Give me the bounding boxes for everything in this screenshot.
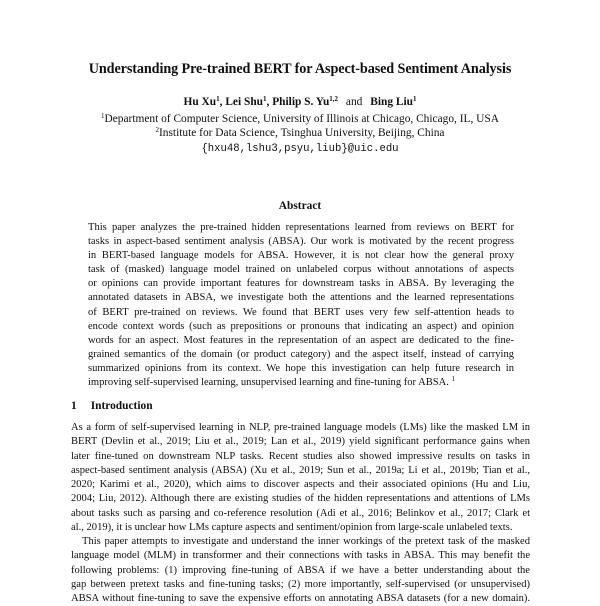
affiliation-mark: 1 — [101, 112, 105, 120]
affiliation — [0, 113, 600, 125]
author-name: Lei Shu — [225, 96, 263, 108]
abstract-line: or opinions can provide important features for downstream tasks in ABSA. By leveraging the — [88, 278, 514, 290]
abstract-line: words for an aspect. Most features in the representation of an aspect are dedicated to the fine- — [88, 334, 514, 346]
intro-line: 2004; Liu, 2012). Although there are existing studies of the hidden representations and attentions of LMs — [71, 493, 530, 505]
email — [0, 142, 600, 155]
author-name: Philip S. Yu — [272, 96, 330, 108]
abstract-line: grained semantics of the domain (or product category) and the aspect itself, instead of carrying — [88, 348, 514, 360]
intro-line: gap between pretext tasks and fine-tuning tasks; (2) more importantly, self-supervised (or unsupervised) — [71, 578, 530, 590]
abstract-body — [88, 221, 514, 390]
section-number: 1 — [71, 400, 77, 412]
intro-line: about tasks such as parsing and co-reference resolution (Adi et al., 2016; Belinkov et al., 2017; Clark et — [71, 507, 530, 519]
author-and: and — [345, 96, 363, 108]
author-name: Bing Liu — [370, 96, 413, 108]
author-list: Hu Xu$^1$, Lei Shu$^1$, Philip S. Yu$^{1,2}$ and Bing Liu$^1$ — [183, 95, 417, 108]
abstract-line: tasks in aspect-based sentiment analysis (ABSA). Our work is motivated by the recent progress — [88, 236, 514, 248]
author-mark: 1 — [263, 95, 267, 103]
author-mark: 1 — [216, 95, 220, 103]
affiliation — [0, 127, 600, 139]
abstract-heading: Abstract — [278, 200, 322, 212]
intro-line: following problems: (1) improving fine-tuning of ABSA if we have a better understanding about the — [71, 564, 530, 576]
intro-line: 2020; Karimi et al., 2020), which aims to discover aspects and their associated opinions (Hu and Liu, — [71, 479, 530, 490]
intro-line: This paper attempts to investigate and understand the inner workings of the pretext task of the masked — [82, 536, 530, 547]
abstract-line: improving self-supervised learning, unsupervised learning and fine-tuning for ABSA. — [88, 377, 449, 389]
author-mark: 1,2 — [329, 95, 339, 103]
abstract-line: of BERT pre-trained on reviews. We found that BERT uses very few self-attention heads to — [88, 306, 514, 318]
intro-line: As a form of self-supervised learning in NLP, pre-trained language models (LMs) like the masked LM in — [71, 422, 530, 433]
affiliation-text: Department of Computer Science, University of Illinois at Chicago, Chicago, IL, USA — [104, 113, 499, 125]
section-heading — [71, 400, 153, 412]
abstract-line: annotated datasets in ABSA, we investigate both the attentions and the learned representations — [88, 292, 514, 304]
paper-title: Understanding Pre-trained BERT for Aspect-based Sentiment Analysis — [88, 61, 512, 77]
author-name: Hu Xu — [183, 96, 217, 108]
intro-line: ABSA without fine-tuning to save the expensive efforts on annotating ABSA datasets (for a new domain). — [71, 593, 530, 604]
footnote-mark: 1 — [451, 375, 456, 384]
abstract-line: in BERT-based language models for ABSA. However, it is not clear how the general proxy — [88, 250, 514, 262]
abstract-line-final — [88, 376, 514, 390]
section-title: Introduction — [90, 400, 153, 412]
affiliation-mark: 2 — [155, 126, 159, 134]
abstract-line: This paper analyzes the pre-trained hidden representations learned from reviews on BERT for — [88, 222, 514, 233]
abstract-line: task of (masked) language model trained on unlabeled corpus without annotations of aspects — [88, 264, 514, 276]
affiliation-text: Institute for Data Science, Tsinghua University, Beijing, China — [159, 127, 445, 139]
intro-line: al., 2019), it is unclear how LMs capture aspects and sentiment/opinion from large-scale unlabeled texts. — [71, 521, 513, 533]
intro-line: aspect-based sentiment analysis (ABSA) (Xu et al., 2019; Sun et al., 2019a; Li et al., 2019b; Tian et al., — [71, 464, 530, 476]
abstract-line: encode context words (such as prepositions or pronouns that indicating an aspect) and opinion — [88, 320, 514, 332]
author-mark: 1 — [412, 95, 417, 103]
intro-line: later fine-tuned on downstream NLP tasks. Recent studies also showed impressive results on tasks in — [71, 450, 530, 462]
intro-line: language model (MLM) in transformer and their connections with tasks in ABSA. This may benefit the — [71, 550, 530, 562]
abstract-line: summarized opinions from its context. We hope this investigation can help future research in — [88, 362, 514, 374]
email-text: {hxu48,lshu3,psyu,liub}@uic.edu — [201, 143, 399, 155]
intro-line: BERT (Devlin et al., 2019; Liu et al., 2019; Lan et al., 2019) yield significant performance gains when — [71, 436, 530, 448]
introduction-body — [71, 421, 530, 606]
